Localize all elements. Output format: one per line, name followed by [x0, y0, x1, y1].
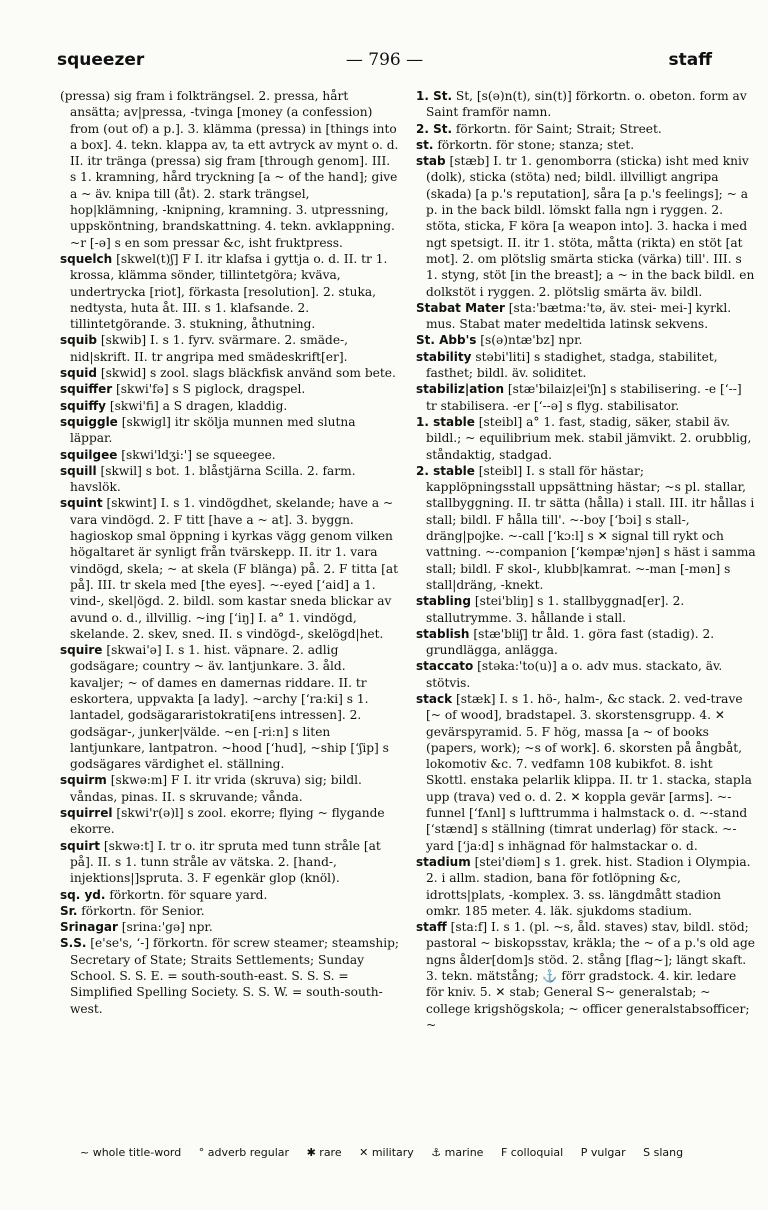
dictionary-entry [416, 88, 756, 121]
entry-headword: S.S. [60, 936, 87, 951]
entry-headword: squirt [60, 838, 101, 853]
dictionary-entry [416, 349, 756, 382]
legend-adverb-regular: ° adverb regular [198, 1146, 290, 1159]
entry-definition: [stæ'bilaiz|ei'ʃn] s stabilisering. -e [ʻ--] tr stabilisera. -er [ʻ--ə] s flyg. stabilisator. [426, 382, 742, 413]
dictionary-entry [60, 642, 400, 772]
entry-headword: stab [416, 154, 446, 169]
dictionary-entry [60, 251, 400, 332]
entry-headword: st. [416, 137, 434, 152]
entry-headword: staff [416, 920, 447, 935]
entry-headword: 2. stable [416, 463, 475, 478]
entry-headword: squiffer [60, 382, 113, 397]
entry-headword: Sr. [60, 903, 78, 918]
dictionary-entry [60, 903, 400, 919]
entry-definition: [skwigl] itr skölja munnen med slutna läppar. [70, 414, 356, 446]
entry-definition: [skwil] s bot. 1. blåstjärna Scilla. 2. farm. havslök. [70, 463, 356, 495]
entry-headword: stadium [416, 854, 471, 869]
legend-rare: ✱ rare [306, 1146, 342, 1159]
entry-headword: stablish [416, 626, 470, 641]
entry-definition: [stæ'bliʃ] tr åld. 1. göra fast (stadig). 2. grundlägga, anlägga. [426, 626, 715, 658]
entry-definition: [skwi'ldʒi:'] se squeegee. [121, 447, 276, 462]
entry-headword: squiffy [60, 398, 106, 413]
entry-headword: squirm [60, 773, 107, 788]
dictionary-entry [60, 332, 400, 365]
entry-definition: [skwə:m] F I. itr vrida (skruva) sig; bildl. våndas, pinas. II. s skruvande; vånda. [70, 773, 362, 804]
entry-definition: [steibl] a° 1. fast, stadig, säker, stabil äv. bildl.; ~ equilibrium mek. stabil jämvikt. 2. orubblig, ståndaktig, stadgad. [426, 414, 752, 462]
entry-headword: squirrel [60, 806, 113, 821]
dictionary-entry [60, 414, 400, 447]
entry-headword: squelch [60, 251, 113, 266]
legend-vulgar: P vulgar [580, 1146, 626, 1159]
dictionary-entry [416, 414, 756, 463]
entry-definition: St, [s(ə)n(t), sin(t)] förkortn. o. obeton. form av Saint framför namn. [426, 89, 747, 120]
dictionary-entry [416, 919, 756, 1033]
entry-definition: [skwi'fi] a S dragen, kladdig. [109, 398, 288, 413]
entry-definition: stəbi'liti] s stadighet, stadga, stabilitet, fasthet; bildl. äv. soliditet. [426, 349, 718, 381]
header-first-word: squeezer [57, 50, 145, 70]
dictionary-entry [416, 153, 756, 300]
dictionary-entry [60, 463, 400, 496]
legend-whole-title-word: ~ whole title-word [80, 1146, 182, 1159]
header-last-word: staff [668, 50, 712, 70]
entry-headword: squib [60, 333, 97, 348]
dictionary-entry [60, 772, 400, 805]
entry-definition: [steibl] I. s stall för hästar; kapplöpningsstall uppsättning hästar; ~s pl. stallar, stallbyggning. II. tr sätta (hålla) i stall. III. itr hållas i stall; bildl. F hålla till'. ~-boy [ʻbɔi] s stall-, dräng|pojke. ~-call [ʻkɔ:l] s ✕ signal till rykt och vattning. ~-companion [ʻkəmpæ'njən] s häst i samma stall; bildl. F skol-, klubb|kamrat. ~-man [-mən] s stall|dräng, -knekt. [426, 463, 756, 592]
entry-definition: förkortn. för stone; stanza; stet. [437, 137, 635, 152]
page-header [57, 50, 712, 80]
entry-headword: squint [60, 496, 103, 511]
entry-headword: squilgee [60, 447, 118, 462]
entry-definition: [skwi'fə] s S piglock, dragspel. [116, 382, 306, 397]
entry-definition: [srina:'gə] npr. [121, 920, 213, 935]
legend-military: ✕ military [359, 1146, 414, 1159]
dictionary-entry [416, 626, 756, 659]
entry-definition: [stæk] I. s 1. hö-, halm-, &c stack. 2. ved-trave [~ of wood], bradstapel. 3. skorstensgrupp. 4. ✕ gevärspyramid. 5. F hög, massa [a ~ of books (papers, work); ~s of work]. 6. skorsten på ångbåt, lokomotiv &c. 7. vedfamn 108 kubikfot. 8. isht Skottl. enstaka pelarlik klippa. II. tr 1. stacka, stapla upp (trava) ved o. d. 2. ✕ koppla gevär [arms]. ~-funnel [ʻfʌnl] s lufttrumma i halmstack o. d. ~-stand [ʻstænd] s ställning (timrat underlag) för stack. ~-yard [ʻja:d] s inhägnad för halmstackar o. d. [426, 691, 752, 853]
dictionary-entry [60, 805, 400, 838]
entry-headword: staccato [416, 659, 474, 674]
dictionary-entry [416, 300, 756, 333]
dictionary-entry [60, 935, 400, 1016]
dictionary-entry [60, 381, 400, 397]
entry-definition: [e'se's, ʻ-] förkortn. för screw steamer; steamship; Secretary of State; Straits Settlements; Sunday School. S. S. E. = south-south-east. S. S. S. = Simplified Spelling Society. S. S. W. = south-south-west. [70, 936, 400, 1016]
entry-headword: 1. St. [416, 89, 453, 103]
entry-definition: [s(ə)ntæ'bz] npr. [480, 333, 583, 348]
entry-headword: squid [60, 366, 97, 381]
entry-definition: [skwai'ə] I. s 1. hist. väpnare. 2. adlig godsägare; country ~ äv. lantjunkare. 3. åld. kavaljer; ~ of dames en damernas riddare. II. tr eskortera, uppvakta [a lady]. ~archy [ʻra:ki] s 1. lantadel, godsägararistokrati[ens intressen]. 2. godsägar-, junker|välde. ~en [-ri:n] s liten lantjunkare, lantpatron. ~hood [ʻhud], ~ship [ʻʃip] s godsägares värdighet el. ställning. [70, 643, 389, 772]
entry-definition: förkortn. för square yard. [109, 887, 268, 902]
entry-headword: 1. stable [416, 414, 475, 429]
entry-headword: sq. yd. [60, 887, 106, 902]
entry-headword: Srinagar [60, 920, 118, 935]
entry-headword: stability [416, 349, 472, 364]
entry-headword: stabling [416, 594, 471, 609]
legend-slang: S slang [643, 1146, 684, 1159]
dictionary-entry [60, 495, 400, 642]
entry-headword: squill [60, 463, 97, 478]
entry-definition: förkortn. för Senior. [81, 903, 205, 918]
legend-colloquial: F colloquial [500, 1146, 564, 1159]
entry-headword: squire [60, 643, 103, 658]
dictionary-entry [416, 137, 756, 153]
dictionary-entry [60, 447, 400, 463]
entry-definition: [stæb] I. tr 1. genomborra (sticka) isht med kniv (dolk), sticka (stöta) ned; bildl. illvilligt angripa (skada) [a p.'s reputation], såra [a p.'s feelings]; ~ a p. in the back bildl. lömskt falla ngn i ryggen. 2. stöta, sticka, F köra [a weapon into]. 3. hacka i med ngt spetsigt. II. itr 1. stöta, måtta (rikta) en stöt [at mot]. 2. om plötslig smärta sticka (värka) till'. III. s 1. styng, stöt [in the breast]; a ~ in the back bildl. en dolkstöt i ryggen. 2. plötslig smärta äv. bildl. [426, 154, 755, 299]
entry-definition: [skwə:t] I. tr o. itr spruta med tunn stråle [at på]. II. s 1. tunn stråle av vätska. 2. [hand-, injektions|]spruta. 3. F egenkär glop (knöl). [70, 838, 381, 886]
left-column [60, 88, 400, 1017]
entry-headword: Stabat Mater [416, 300, 505, 315]
entry-definition: [stei'bliŋ] s 1. stallbyggnad[er]. 2. stallutrymme. 3. hållande i stall. [426, 594, 685, 625]
entry-definition: förkortn. för Saint; Strait; Street. [455, 121, 662, 136]
legend-marine: ⚓ marine [431, 1146, 484, 1159]
abbreviation-legend [80, 1146, 728, 1159]
entry-definition: [sta:f] I. s 1. (pl. ~s, åld. staves) stav, bildl. stöd; pastoral ~ biskopsstav, kräkla; the ~ of a p.'s old age ngns ålder[dom]s stöd. 2. stång [flag~]; längt skaft. 3. tekn. mätstång; ⚓ förr gradstock. 4. kir. ledare för kniv. 5. ✕ stab; General S~ generalstab; ~ college krigshögskola; ~ officer generalstabsofficer; ~ [426, 920, 755, 1032]
dictionary-entry [416, 121, 756, 137]
entry-headword: stack [416, 691, 453, 706]
entry-headword: squiggle [60, 414, 118, 429]
entry-definition: (pressa) sig fram i folkträngsel. 2. pressa, hårt ansätta; av|pressa, -tvinga [money (a confession) from (out of) a p.]. 3. klämma (pressa) in [things into a box]. 4. tekn. klappa av, ta ett avtryck av mynt o. d. II. itr tränga (pressa) sig fram [through genom]. III. s 1. kramning, hård tryckning [a ~ of the hand]; give a ~ äv. knipa till (åt). 2. stark trängsel, hop|klämning, -knipning, kramning. 3. utpressning, uppsköntning, brandskattning. 4. tekn. avklappning. ~r [-ə] s en som pressar &c, isht fruktpress. [60, 89, 399, 250]
dictionary-entry [60, 398, 400, 414]
dictionary-entry [416, 593, 756, 626]
entry-definition: [sta:'bætma:'tə, äv. stei- mei-] kyrkl. mus. Stabat mater medeltida latinsk sekvens. [426, 300, 732, 332]
dictionary-entry [416, 463, 756, 593]
entry-definition: [skwel(t)ʃ] F I. itr klafsa i gyttja o. d. II. tr 1. krossa, klämma sönder, tillintetgöra; kväva, undertrycka [riot], förkasta [resolution]. 2. stuka, nedtysta, huta åt. III. s 1. klafsande. 2. tillintetgörande. 3. stukning, åthutning. [70, 251, 388, 332]
entry-definition: [stei'diəm] s 1. grek. hist. Stadion i Olympia. 2. i allm. stadion, bana för fotlöpning &c, idrotts|plats, -komplex. 3. ss. längdmått stadion omkr. 185 meter. 4. läk. sjukdoms stadium. [426, 854, 751, 918]
entry-definition: [skwib] I. s 1. fyrv. svärmare. 2. smäde-, nid|skrift. II. tr angripa med smädeskrift[er]. [70, 333, 349, 364]
entry-headword: stabiliz|ation [416, 382, 505, 397]
dictionary-entry [416, 658, 756, 691]
entry-headword: St. Abb's [416, 333, 477, 348]
entry-definition: [skwi'r(ə)l] s zool. ekorre; flying ~ flygande ekorre. [70, 806, 385, 837]
dictionary-entry [416, 332, 756, 348]
page-number: — 796 — [345, 50, 424, 70]
entry-definition: [stəka:'to(u)] a o. adv mus. stackato, äv. stötvis. [426, 659, 723, 690]
entry-definition: [skwid] s zool. slags bläckfisk använd som bete. [100, 366, 396, 381]
dictionary-entry [416, 691, 756, 854]
dictionary-entry [60, 887, 400, 903]
dictionary-entry [60, 838, 400, 887]
entry-definition: [skwint] I. s 1. vindögdhet, skelande; have a ~ vara vindögd. 2. F titt [have a ~ at]. 3. byggn. hagioskop smal öppning i kyrkas vägg genom vilken högaltaret är synligt från tvärskepp. II. itr 1. vara vindögd, skela; ~ at skela (F blänga) på. 2. F titta [at på]. III. tr skela med [the eyes]. ~-eyed [ʻaid] a 1. vind-, skel|ögd. 2. bildl. som kastar sneda blickar av avund o. d., illvillig. ~ing [ʻiŋ] I. a° 1. vindögd, skelande. 2. skev, sned. II. s vindögd-, skelögd|het. [70, 496, 399, 641]
dictionary-entry [416, 381, 756, 414]
dictionary-entry [60, 88, 400, 251]
dictionary-entry [60, 919, 400, 935]
right-column [416, 88, 756, 1033]
entry-headword: 2. St. [416, 121, 453, 136]
dictionary-entry [416, 854, 756, 919]
dictionary-entry [60, 365, 400, 381]
